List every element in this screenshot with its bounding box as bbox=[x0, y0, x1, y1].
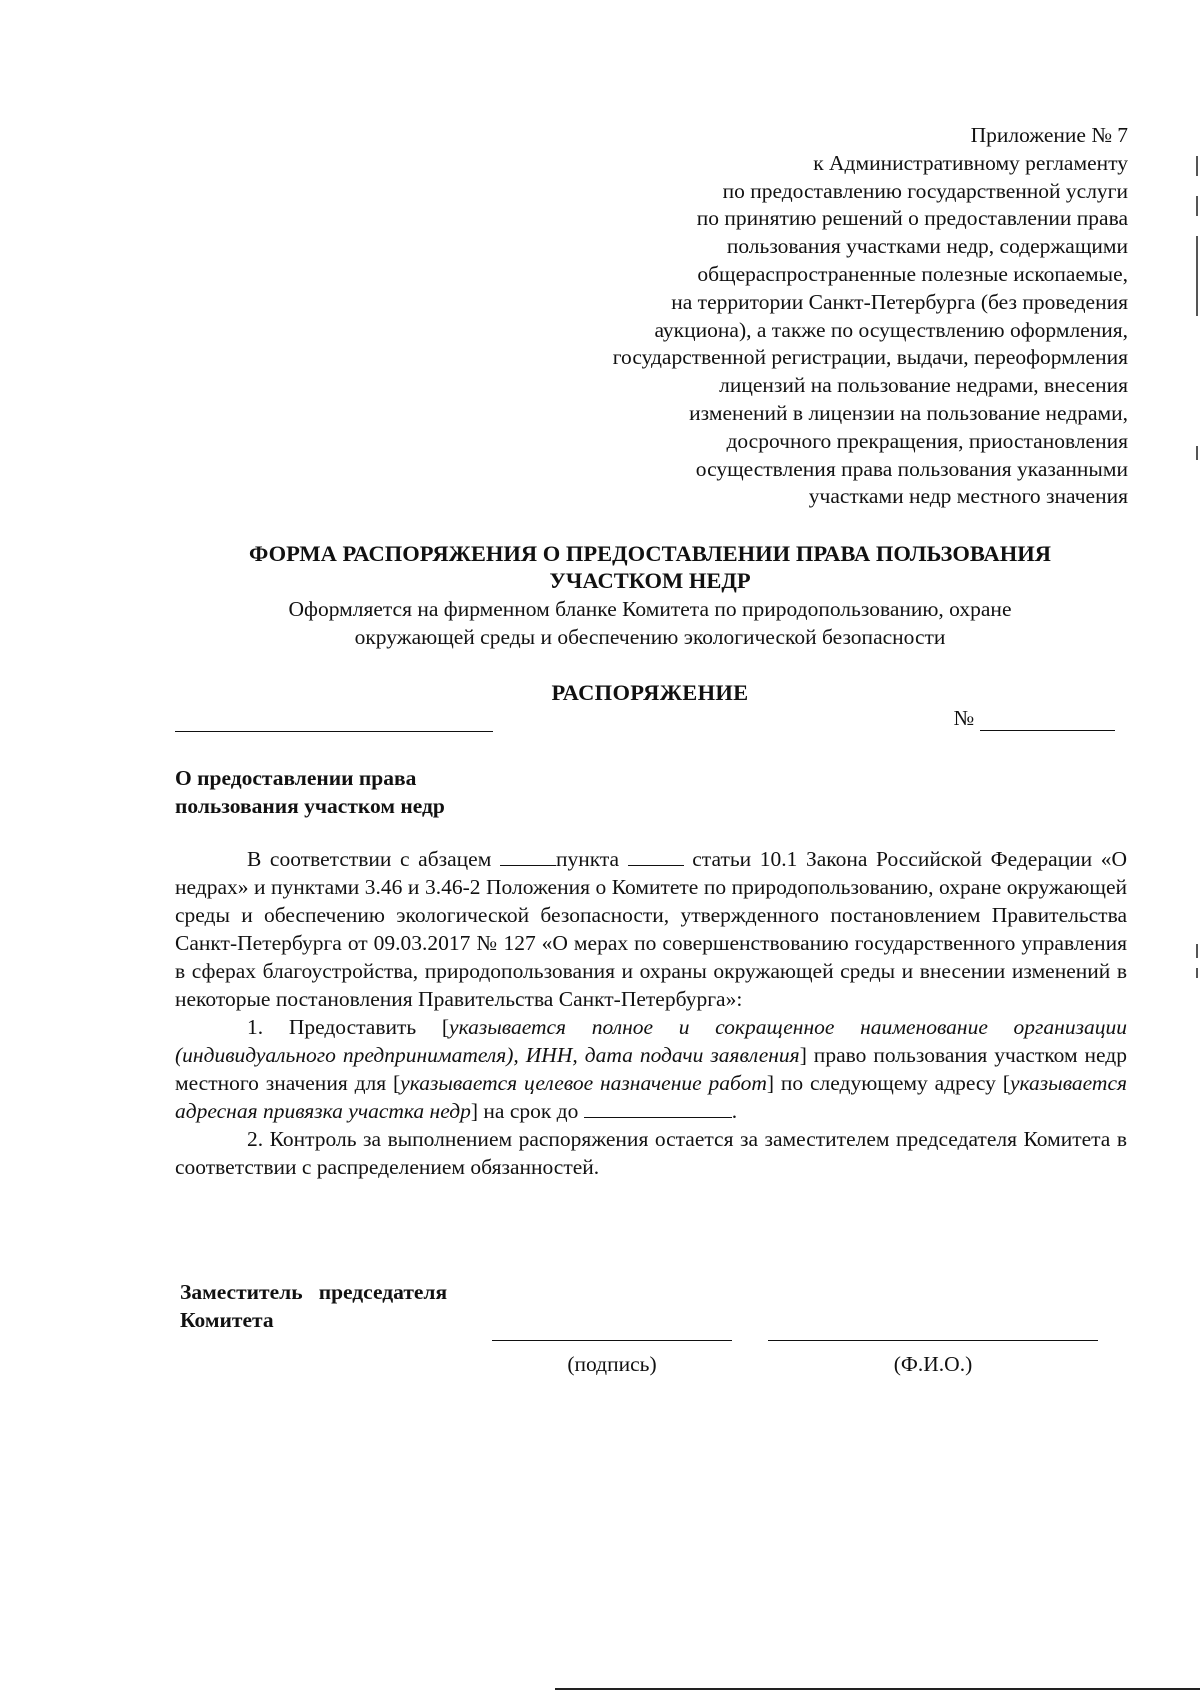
order-subject bbox=[175, 764, 445, 820]
appendix-line: осуществления права пользования указанными bbox=[695, 456, 1128, 481]
item-2-paragraph: 2. Контроль за выполнением распоряжения остается за заместителем председателя Комитета в соответствии с распределением обязанностей. bbox=[175, 1127, 1127, 1179]
appendix-line: Приложение № 7 bbox=[970, 123, 1128, 147]
signer-title bbox=[180, 1278, 447, 1334]
appendix-line: аукциона), а также по осуществлению оформления, bbox=[654, 317, 1128, 342]
scan-edge-mark bbox=[1196, 236, 1198, 316]
number-label: № bbox=[953, 706, 974, 730]
form-subtitle-line: Оформляется на фирменном бланке Комитета по природопользованию, охране bbox=[288, 597, 1012, 621]
item-text: ] на срок до bbox=[470, 1099, 584, 1123]
scan-edge-mark bbox=[1196, 944, 1198, 958]
scan-bottom-rule bbox=[555, 1688, 1200, 1690]
scan-edge-mark bbox=[1196, 156, 1198, 176]
appendix-header bbox=[488, 122, 1128, 511]
appendix-line: досрочного прекращения, приостановления bbox=[726, 428, 1128, 453]
form-subtitle-line: окружающей среды и обеспечению экологической безопасности bbox=[354, 624, 946, 649]
preamble-text: пункта bbox=[555, 847, 628, 871]
order-body bbox=[175, 845, 1127, 1181]
appendix-line: общераспространенные полезные ископаемые, bbox=[697, 261, 1128, 286]
subject-line: О предоставлении права bbox=[175, 766, 417, 790]
number-blank-line bbox=[980, 708, 1115, 731]
item-1-paragraph bbox=[175, 1013, 1127, 1125]
form-subtitle bbox=[150, 596, 1150, 651]
item-text: . bbox=[731, 1099, 738, 1123]
appendix-line: участками недр местного значения bbox=[808, 484, 1128, 509]
appendix-line: пользования участками недр, содержащими bbox=[726, 234, 1128, 259]
appendix-line: государственной регистрации, выдачи, переоформления bbox=[612, 345, 1128, 370]
placeholder-purpose: указывается целевое назначение работ bbox=[400, 1071, 767, 1095]
appendix-line: лицензий на пользование недрами, внесения bbox=[719, 373, 1128, 398]
scan-edge-mark bbox=[1196, 446, 1198, 460]
item-text: ] по следующему адресу [ bbox=[766, 1071, 1010, 1095]
signature-blank-line bbox=[492, 1340, 732, 1341]
appendix-line: по принятию решений о предоставлении права bbox=[696, 206, 1128, 231]
preamble-text: статьи 10.1 Закона Российской Федерации «О недрах» и пунктами 3.46 и 3.46-2 Положения о Комитете по природопользованию, охране окружающей среды и обеспечению экологической безопасности, утвержденного постановлением Правительства Санкт-Петербурга от 09.03.2017 № 127 «О мерах по совершенствованию государственного управления в сферах благоустройства, природопользования и охраны окружающей среды и внесении изменений в некоторые постановления Правительства Санкт-Петербурга»: bbox=[175, 847, 1128, 1011]
preamble-paragraph bbox=[175, 845, 1127, 1013]
signer-line: Заместитель председателя bbox=[180, 1280, 448, 1304]
paragraph-blank bbox=[500, 845, 556, 866]
appendix-line: на территории Санкт-Петербурга (без проведения bbox=[671, 289, 1128, 314]
fio-caption: (Ф.И.О.) bbox=[893, 1352, 973, 1376]
placeholder-address: указывается адресная привязка участка недр bbox=[175, 1071, 1127, 1123]
scan-edge-mark bbox=[1196, 968, 1198, 978]
signature-caption: (подпись) bbox=[567, 1352, 657, 1376]
placeholder-organization: указывается полное и сокращенное наименование организации (индивидуального предпринимателя), ИНН, дата подачи заявления bbox=[175, 1015, 1127, 1067]
form-title bbox=[150, 540, 1150, 594]
term-blank bbox=[584, 1097, 732, 1118]
date-blank-line bbox=[175, 731, 493, 732]
appendix-line: по предоставлению государственной услуги bbox=[722, 178, 1128, 203]
appendix-line: изменений в лицензии на пользование недрами, bbox=[689, 400, 1128, 425]
subject-line: пользования участком недр bbox=[175, 794, 445, 818]
item-text: 1. Предоставить [ bbox=[247, 1015, 450, 1039]
signer-line: Комитета bbox=[180, 1308, 274, 1332]
preamble-text: В соответствии с абзацем bbox=[247, 847, 500, 871]
item-text: ] право пользования участком недр местного значения для [ bbox=[175, 1043, 1127, 1095]
form-title-line: ФОРМА РАСПОРЯЖЕНИЯ О ПРЕДОСТАВЛЕНИИ ПРАВА ПОЛЬЗОВАНИЯ bbox=[248, 541, 1052, 566]
order-title: РАСПОРЯЖЕНИЕ bbox=[551, 680, 749, 705]
scan-edge-mark bbox=[1196, 196, 1198, 216]
appendix-line: к Административному регламенту bbox=[813, 150, 1128, 175]
clause-blank bbox=[628, 845, 684, 866]
fio-blank-line bbox=[768, 1340, 1098, 1341]
form-title-line: УЧАСТКОМ НЕДР bbox=[549, 568, 751, 593]
order-number-field bbox=[953, 706, 1115, 731]
